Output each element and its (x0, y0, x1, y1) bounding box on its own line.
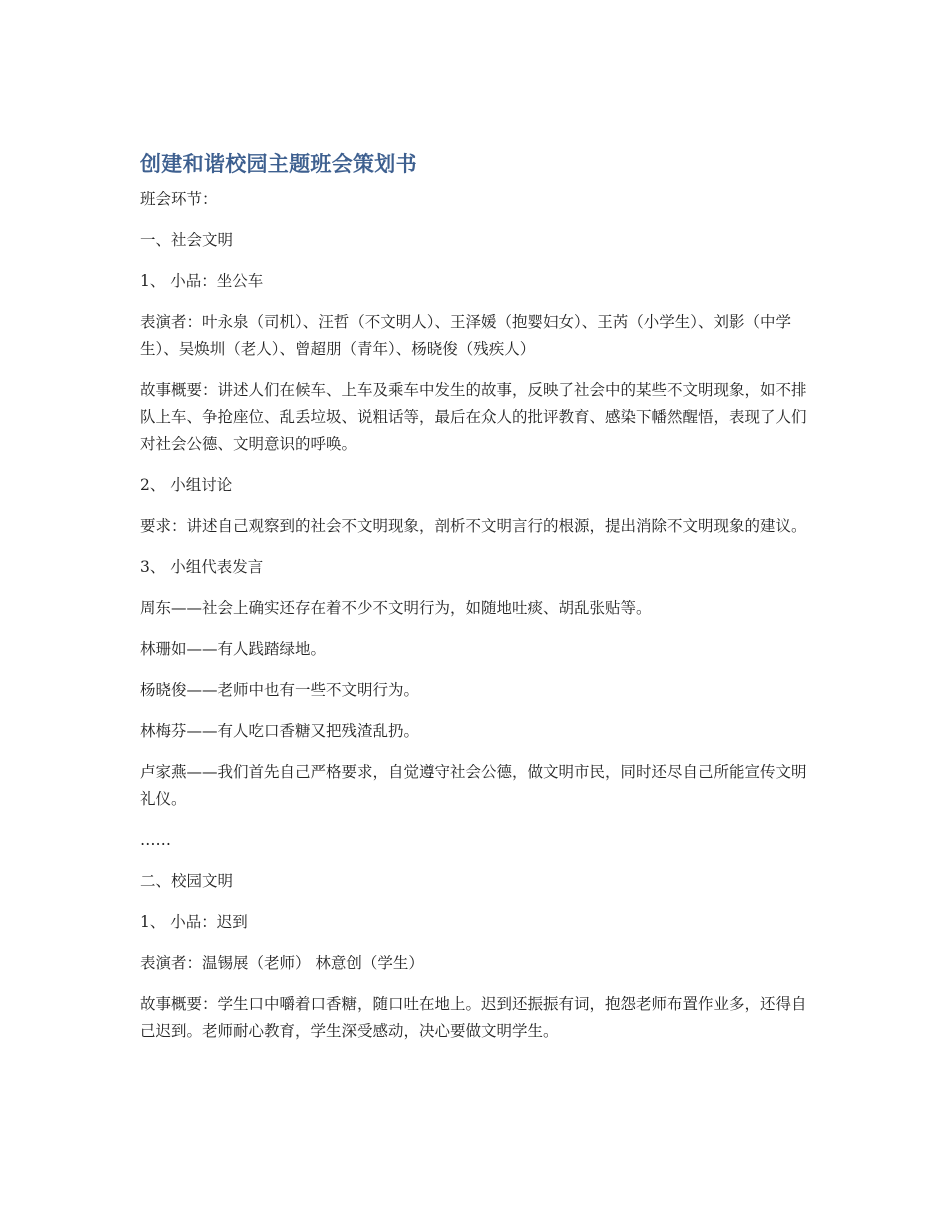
section-intro: 班会环节： (140, 190, 218, 208)
speech-linshanru: 林珊如——有人践踏绿地。 (140, 640, 327, 658)
discussion-requirement: 要求：讲述自己观察到的社会不文明现象，剖析不文明言行的根源，提出消除不文明现象的建议。 (140, 517, 807, 535)
performers-bus: 表演者：叶永泉（司机）、汪哲（不文明人）、王泽媛（抱婴妇女）、王芮（小学生）、刘影（中学生）、吴焕圳（老人）、曾超朋（青年）、杨晓俊（残疾人） (140, 313, 792, 358)
story-summary-late: 故事概要：学生口中嚼着口香糖，随口吐在地上。迟到还振振有词，抱怨老师布置作业多，还得自己迟到。老师耐心教育，学生深受感动，决心要做文明学生。 (140, 995, 807, 1040)
section-heading-social: 一、社会文明 (140, 231, 234, 249)
item-group-discussion: 2、 小组讨论 (140, 476, 233, 494)
section-heading-campus: 二、校园文明 (140, 872, 234, 890)
document-page (140, 148, 820, 1059)
story-summary-bus: 故事概要：讲述人们在候车、上车及乘车中发生的故事，反映了社会中的某些不文明现象，如不排队上车、争抢座位、乱丢垃圾、说粗话等，最后在众人的批评教育、感染下幡然醒悟，表现了人们对社会公德、文明意识的呼唤。 (140, 381, 807, 453)
speech-yangxiaojun: 杨晓俊——老师中也有一些不文明行为。 (140, 681, 420, 699)
item-group-speech: 3、 小组代表发言 (140, 558, 264, 576)
ellipsis: …… (140, 831, 171, 849)
item-skit-bus: 1、 小品：坐公车 (140, 272, 264, 290)
document-title: 创建和谐校园主题班会策划书 (140, 152, 417, 176)
speech-zhoudong: 周东——社会上确实还存在着不少不文明行为，如随地吐痰、胡乱张贴等。 (140, 599, 652, 617)
speech-lujiayan: 卢家燕——我们首先自己严格要求，自觉遵守社会公德，做文明市民，同时还尽自己所能宣传文明礼仪。 (140, 763, 807, 808)
item-skit-late: 1、 小品：迟到 (140, 913, 248, 931)
speech-linmeifen: 林梅芬——有人吃口香糖又把残渣乱扔。 (140, 722, 420, 740)
performers-late: 表演者：温锡展（老师） 林意创（学生） (140, 954, 424, 972)
